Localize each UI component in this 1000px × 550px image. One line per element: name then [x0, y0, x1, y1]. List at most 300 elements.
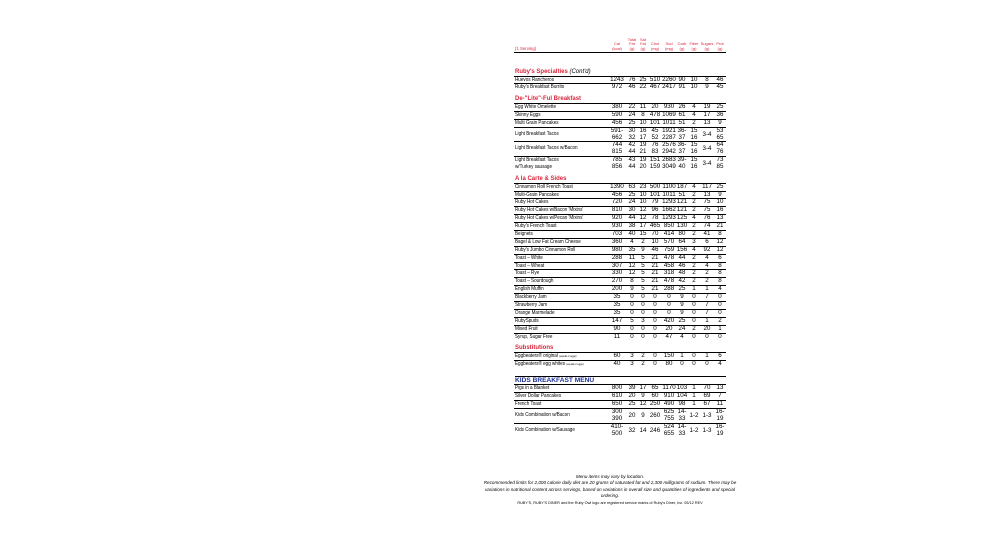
- nutrient-value: 16- 19: [715, 422, 725, 437]
- nutrient-value: 9: [641, 245, 645, 253]
- nutrient-value: 288: [663, 285, 675, 293]
- nutrient-value: 21: [651, 253, 659, 261]
- nutrient-value: 0: [653, 293, 657, 301]
- nutrient-value: 1170: [662, 384, 676, 392]
- nutrient-value: 2: [692, 277, 696, 285]
- item-name: [515, 120, 559, 127]
- nutrient-value: 35: [613, 300, 621, 308]
- nutrient-value: 39: [628, 384, 636, 392]
- nutrient-value: 4: [630, 237, 634, 245]
- item-name: [515, 393, 561, 400]
- item-name-text: Blackberry Jam: [515, 294, 547, 301]
- item-name: [515, 128, 559, 142]
- column-header: Chol (mg): [650, 41, 660, 51]
- nutrient-value: 104: [676, 392, 688, 400]
- nutrient-value: 51: [678, 118, 686, 126]
- nutrient-value: 1: [705, 285, 709, 293]
- nutrient-value: 14: [639, 426, 647, 434]
- nutrient-value: 500: [649, 182, 661, 190]
- item-name-text: Multi Grain Pancakes: [515, 119, 559, 126]
- item-name: [515, 255, 543, 262]
- section-title-text: De-"Lite"-Ful Breakfast: [515, 96, 582, 103]
- table-row: [514, 301, 726, 309]
- nutrient-value: 10: [690, 75, 698, 83]
- nutrient-value: 330: [611, 269, 623, 277]
- nutrient-value: 80: [678, 229, 686, 237]
- nutrient-value: 3: [692, 237, 696, 245]
- nutrient-value: 250: [649, 400, 661, 407]
- nutrient-value: 0: [641, 324, 645, 332]
- nutrient-value: 0: [653, 300, 657, 308]
- nutrient-value: 4: [692, 182, 696, 190]
- nutrient-value: 7: [705, 300, 709, 308]
- item-name-text: Light Breakfast Tacos w/Bacon: [515, 145, 578, 152]
- nutrient-value: 19 21: [639, 141, 647, 156]
- nutrient-value: 10: [639, 118, 647, 126]
- nutrient-value: 10: [639, 198, 647, 206]
- nutrient-value: 5: [641, 261, 645, 269]
- nutrient-value: 32: [628, 426, 636, 434]
- item-name-text: Egg White Omelette: [515, 103, 557, 110]
- nutrient-value: 410- 500: [610, 422, 624, 437]
- nutrient-value: 0: [667, 300, 671, 308]
- section-title: [515, 176, 726, 183]
- table-row: [514, 352, 726, 360]
- section-title-text: Substitutions: [515, 345, 554, 352]
- table-row: [514, 222, 726, 230]
- nutrient-value: 40: [628, 229, 636, 237]
- table-row: [514, 408, 726, 423]
- nutrient-value: 30: [628, 206, 636, 214]
- nutrient-value: 0: [653, 308, 657, 316]
- item-name: [515, 215, 583, 222]
- nutrient-value: 0: [692, 300, 696, 308]
- nutrient-value: 246: [649, 426, 661, 434]
- nutrient-value: 5: [630, 316, 634, 324]
- nutrient-value: 64 76: [716, 141, 724, 156]
- nutrient-value: 910: [663, 392, 675, 400]
- nutrient-value: 42 44: [628, 141, 636, 156]
- item-name-text: Light Breakfast Tacos: [515, 130, 559, 137]
- item-name: [515, 424, 575, 438]
- column-header: Cal (kcal): [612, 41, 622, 51]
- nutrient-value: 12: [639, 206, 647, 214]
- nutrient-value: 103: [676, 384, 688, 392]
- nutrient-value: 0: [692, 352, 696, 360]
- nutrient-value: 478: [649, 110, 661, 118]
- nutrient-value: 10: [639, 190, 647, 198]
- nutrient-value: 759: [663, 245, 675, 253]
- item-name: [515, 401, 541, 408]
- nutrient-value: 96: [651, 206, 659, 214]
- section-title-text: Ruby's Specialties: [515, 69, 568, 75]
- section-title: [515, 345, 726, 352]
- nutrient-value: 0: [705, 359, 709, 367]
- nutrient-value: 1: [705, 352, 709, 360]
- column-header: Sod (mg): [664, 41, 674, 51]
- nutrient-value: 0: [641, 293, 645, 301]
- item-name-text: Cinnamon Roll French Toast: [515, 183, 573, 190]
- item-name: [515, 286, 544, 293]
- nutrient-value: 2: [692, 253, 696, 261]
- item-name-text: Mixed Fruit: [515, 325, 538, 332]
- nutrient-value: 14- 33: [677, 407, 687, 422]
- nutrient-value: 380: [611, 102, 623, 110]
- nutrient-value: 4: [705, 253, 709, 261]
- nutrient-value: 39- 40: [677, 156, 687, 171]
- column-header: Sugars (g): [700, 41, 714, 51]
- nutrient-value: 11: [716, 400, 724, 407]
- table-row: [514, 191, 726, 199]
- nutrient-value: 785 856: [611, 156, 623, 171]
- nutrient-value: 22: [639, 83, 647, 91]
- item-name-text: Toast – White: [515, 254, 543, 261]
- nutrient-value: 8: [705, 75, 709, 83]
- nutrient-value: 8: [718, 229, 722, 237]
- nutrient-value: 16- 19: [715, 407, 725, 422]
- nutrient-value: 456: [611, 118, 623, 126]
- nutrient-value: 490: [663, 400, 675, 407]
- nutrient-value: 101: [649, 190, 661, 198]
- item-name: [515, 294, 547, 301]
- nutrient-value: 2: [705, 277, 709, 285]
- nutrient-value: 9: [718, 118, 722, 126]
- nutrient-value: 1011: [662, 190, 676, 198]
- column-header: Sat Fat (g): [639, 37, 646, 51]
- item-name: [515, 270, 539, 277]
- nutrient-value: 25: [628, 118, 636, 126]
- nutrient-value: 12: [716, 245, 724, 253]
- nutrient-value: 465: [649, 222, 661, 230]
- nutrient-value: 20: [703, 324, 711, 332]
- nutrient-value: 90: [678, 75, 686, 83]
- item-name-text: Strawberry Jam: [515, 301, 548, 308]
- item-name-text: Skinny Eggs: [515, 111, 541, 118]
- nutrient-value: 25: [628, 190, 636, 198]
- nutrient-value: 12: [716, 237, 724, 245]
- nutrient-value: 1: [692, 392, 696, 400]
- nutrient-value: 2: [692, 198, 696, 206]
- item-name: [515, 353, 577, 360]
- nutrient-value: 13: [703, 190, 711, 198]
- nutrient-value: 458: [663, 261, 675, 269]
- table-row: [514, 127, 726, 142]
- nutrient-value: 36: [716, 110, 724, 118]
- nutrient-value: 5: [641, 253, 645, 261]
- nutrient-value: 40: [613, 359, 621, 367]
- nutrient-value: 1100: [662, 182, 676, 190]
- nutrient-value: 35: [628, 245, 636, 253]
- nutrient-value: 2: [641, 237, 645, 245]
- nutrient-value: 1-2: [689, 426, 699, 434]
- nutrient-value: 1-3: [702, 426, 712, 434]
- nutrient-value: 972: [611, 83, 623, 91]
- nutrient-value: 8: [718, 261, 722, 269]
- nutrient-value: 23: [639, 182, 647, 190]
- nutrient-value: 21: [651, 285, 659, 293]
- item-name-text: RubySpuds: [515, 317, 539, 324]
- nutrient-value: 1662: [662, 206, 676, 214]
- item-name-text: Ruby's Jumbo Cinnamon Roll: [515, 246, 576, 253]
- nutrient-value: 2576 2942: [662, 141, 676, 156]
- item-name-text: Ruby's French Toast: [515, 223, 557, 230]
- nutrient-value: 930: [663, 102, 675, 110]
- item-name-text: Toast – Sourdough: [515, 278, 554, 285]
- column-header: Prot (g): [716, 41, 724, 51]
- nutrient-value: 0: [653, 316, 657, 324]
- nutrient-value: 9: [680, 293, 684, 301]
- nutrient-value: 22: [628, 102, 636, 110]
- item-name-text: Ruby Hot Cakes w/Bacon 'Mixins': [515, 207, 584, 214]
- footer-limits-note: Recommended limits for 2,000 calorie daily diet are 20 grams of saturated fat and 2,300 milligrams of sodium. There may be variations in nutritional content across servings, based on variations in overall size and quantities of ingredients and special ordering.: [483, 480, 737, 499]
- nutrient-value: 0: [630, 293, 634, 301]
- nutrient-value: 44: [678, 253, 686, 261]
- table-row: [514, 83, 726, 91]
- item-name: [515, 184, 573, 191]
- nutrient-value: 75: [703, 206, 711, 214]
- nutrient-value: 15 16: [690, 156, 698, 171]
- nutrient-value: 19 20: [639, 156, 647, 171]
- nutrient-value: 24: [628, 198, 636, 206]
- nutrient-value: 1069: [662, 110, 676, 118]
- item-name: [515, 142, 578, 156]
- nutrient-value: 0: [653, 332, 657, 340]
- nutrient-value: 147: [611, 316, 623, 324]
- nutrient-value: 0: [692, 308, 696, 316]
- nutrient-value: 1: [692, 400, 696, 407]
- nutrient-value: 4: [718, 285, 722, 293]
- section-title-text: KIDS BREAKFAST MENU: [515, 376, 595, 384]
- nutrient-value: 9: [630, 285, 634, 293]
- nutrient-value: 570: [663, 237, 675, 245]
- nutrient-value: 9: [705, 83, 709, 91]
- nutrient-value: 30 32: [628, 126, 636, 141]
- nutrient-value: 0: [641, 300, 645, 308]
- table-row: [514, 76, 726, 84]
- nutrient-value: 6: [718, 352, 722, 360]
- nutrient-value: 2: [692, 229, 696, 237]
- nutrient-value: 2: [692, 269, 696, 277]
- nutrient-value: 591- 662: [610, 126, 624, 141]
- nutrient-value: 1293: [662, 214, 676, 222]
- table-row: [514, 360, 726, 368]
- nutrient-value: 91: [678, 83, 686, 91]
- item-name-text: Silver Dollar Pancakes: [515, 393, 562, 400]
- nutrient-value: 524 655: [663, 422, 675, 437]
- section-title-suffix: (Cont'd): [569, 69, 591, 75]
- nutrient-value: 2: [692, 206, 696, 214]
- nutrient-value: 10: [716, 198, 724, 206]
- nutrient-value: 20: [651, 102, 659, 110]
- nutrient-value: 467: [649, 83, 661, 91]
- item-name: [515, 334, 552, 341]
- nutrient-value: 70: [703, 384, 711, 392]
- nutrient-value: 16: [716, 206, 724, 214]
- column-header: Total Fat (g): [627, 37, 637, 51]
- item-name-text: Pigs in a Blanket: [515, 385, 550, 392]
- table-row: [514, 230, 726, 238]
- nutrient-value: 41: [703, 229, 711, 237]
- table-row: [514, 246, 726, 254]
- nutrient-value: 150: [663, 352, 675, 360]
- table-row: [514, 384, 726, 392]
- nutrient-value: 1: [680, 352, 684, 360]
- nutrient-value: 25: [678, 316, 686, 324]
- nutrient-value: 420: [663, 316, 675, 324]
- nutrient-value: 0: [630, 332, 634, 340]
- column-header: Fiber (g): [689, 41, 699, 51]
- item-name: [515, 409, 570, 423]
- nutrient-value: 75: [703, 198, 711, 206]
- table-row: [514, 277, 726, 285]
- item-name: [515, 385, 549, 392]
- nutrient-value: 8: [718, 277, 722, 285]
- nutrient-value: 17: [639, 384, 647, 392]
- nutrient-value: 2: [692, 324, 696, 332]
- nutrient-value: 4: [692, 214, 696, 222]
- table-row: [514, 254, 726, 262]
- nutrient-value: 650: [611, 400, 623, 407]
- nutrient-value: 0: [718, 293, 722, 301]
- nutrient-value: 13: [716, 214, 724, 222]
- nutrient-value: 2683 3049: [662, 156, 676, 171]
- nutrient-value: 24: [628, 110, 636, 118]
- nutrient-value: 26: [678, 102, 686, 110]
- nutrient-value: 3-4: [702, 145, 712, 153]
- nutrient-value: 510: [649, 75, 661, 83]
- nutrient-value: 46: [716, 75, 724, 83]
- nutrient-value: 360: [611, 237, 623, 245]
- nutrient-value: 25: [716, 182, 724, 190]
- nutrient-value: 1-2: [689, 411, 699, 419]
- nutrient-value: 0: [680, 359, 684, 367]
- table-row: [514, 206, 726, 214]
- table-row: [514, 262, 726, 270]
- nutrient-value: 456: [611, 190, 623, 198]
- item-name-text: Ruby's Breakfast Burrito: [515, 84, 565, 91]
- nutrient-value: 980: [611, 245, 623, 253]
- item-name-text: Toast – Rye: [515, 270, 540, 277]
- nutrient-value: 48: [678, 269, 686, 277]
- nutrient-value: 51: [678, 190, 686, 198]
- section-title: [515, 96, 726, 103]
- nutrient-value: 1: [718, 324, 722, 332]
- nutrient-value: 1921 2287: [662, 126, 676, 141]
- nutrient-value: 8: [630, 277, 634, 285]
- nutrient-value: 73 85: [716, 156, 724, 171]
- nutrient-value: 35: [613, 293, 621, 301]
- footer: [480, 474, 740, 506]
- nutrient-value: 76: [628, 75, 636, 83]
- nutrient-value: 12: [628, 261, 636, 269]
- nutrient-value: 121: [676, 198, 688, 206]
- table-row: [514, 156, 726, 171]
- nutrient-value: 2: [692, 190, 696, 198]
- nutrient-value: 8: [718, 269, 722, 277]
- nutrient-value: 45 52: [651, 126, 659, 141]
- nutrient-value: 45: [716, 83, 724, 91]
- nutrient-value: 478: [663, 277, 675, 285]
- nutrient-value: 5: [641, 285, 645, 293]
- nutrient-value: 9: [641, 392, 645, 400]
- nutrient-value: 0: [653, 359, 657, 367]
- nutrient-value: 74: [703, 222, 711, 230]
- table-row: [514, 141, 726, 156]
- nutrient-value: 1: [692, 285, 696, 293]
- nutrient-value: 76: [703, 214, 711, 222]
- nutrient-value: 13: [716, 384, 724, 392]
- nutrient-value: 590: [611, 110, 623, 118]
- table-row: [514, 309, 726, 317]
- nutrient-value: 12: [639, 400, 647, 407]
- nutrient-value: 2: [705, 269, 709, 277]
- nutrient-value: 1243: [610, 75, 624, 83]
- nutrient-value: 10: [651, 237, 659, 245]
- nutrient-value: 2: [692, 222, 696, 230]
- nutrient-value: 21: [716, 222, 724, 230]
- nutrient-value: 200: [611, 285, 623, 293]
- nutrient-value: 44: [628, 214, 636, 222]
- item-name-text: Toast – Wheat: [515, 262, 545, 269]
- nutrient-value: 78: [651, 214, 659, 222]
- nutrient-value: 703: [611, 229, 623, 237]
- nutrient-value: 9: [718, 190, 722, 198]
- nutrient-value: 0: [718, 308, 722, 316]
- nutrient-value: 20: [665, 324, 673, 332]
- table-header: [514, 36, 726, 53]
- table-row: [514, 269, 726, 277]
- nutrient-value: 43 44: [628, 156, 636, 171]
- table-row: [514, 119, 726, 127]
- nutrient-value: 7: [705, 308, 709, 316]
- nutrient-value: 90: [613, 324, 621, 332]
- nutrient-value: 125: [676, 214, 688, 222]
- nutrient-value: 5: [641, 277, 645, 285]
- nutrient-value: 60: [613, 352, 621, 360]
- section-title-text: A la Carte & Sides: [515, 176, 567, 183]
- nutrient-value: 0: [653, 324, 657, 332]
- table-row: [514, 103, 726, 111]
- nutrient-value: 67: [703, 400, 711, 407]
- nutrient-value: 3: [630, 359, 634, 367]
- nutrient-value: 2: [692, 261, 696, 269]
- nutrient-value: 2417: [662, 83, 676, 91]
- section-title: [515, 376, 726, 384]
- nutrient-value: 920: [611, 214, 623, 222]
- nutrient-value: 46: [678, 261, 686, 269]
- nutrient-value: 260: [649, 411, 661, 419]
- nutrient-value: 130: [676, 222, 688, 230]
- nutrient-value: 69: [703, 392, 711, 400]
- nutrient-value: 3-4: [702, 130, 712, 138]
- item-name: [515, 361, 584, 368]
- nutrient-value: 0: [667, 308, 671, 316]
- nutrient-value: 13: [703, 118, 711, 126]
- table-row: [514, 214, 726, 222]
- nutrient-value: 20: [628, 411, 636, 419]
- nutrient-value: 0: [692, 316, 696, 324]
- item-name: [515, 157, 559, 171]
- table-row: [514, 111, 726, 119]
- table-row: [514, 333, 726, 341]
- nutrient-value: 2260: [662, 75, 676, 83]
- item-name: [515, 247, 575, 254]
- item-name-text: French Toast: [515, 401, 542, 407]
- nutrient-value: 8: [641, 110, 645, 118]
- nutrient-value: 25: [716, 102, 724, 110]
- item-name: [515, 302, 547, 309]
- nutrient-value: 810: [611, 206, 623, 214]
